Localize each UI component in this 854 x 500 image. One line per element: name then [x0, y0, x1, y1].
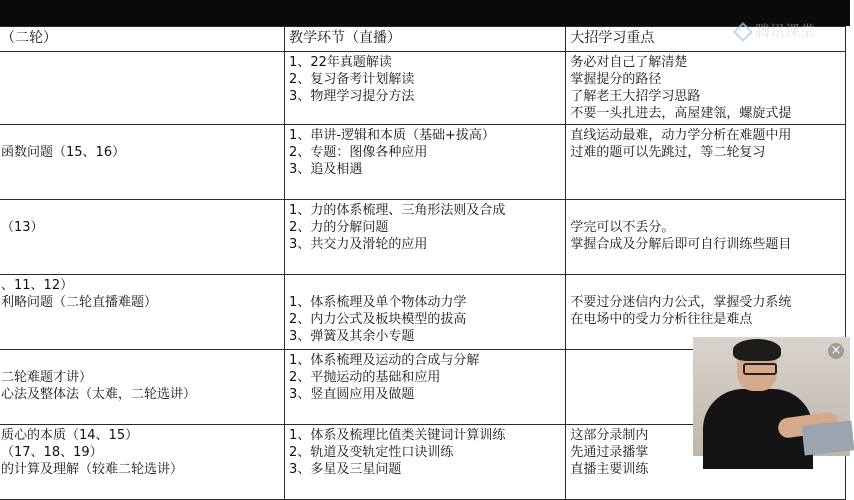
- table-cell-c1[interactable]: [0, 52, 285, 125]
- table-cell-c1[interactable]: [0, 275, 285, 350]
- tencent-classroom-logo-icon: [733, 22, 751, 40]
- writing-tablet: [802, 420, 854, 455]
- cell-line: 掌握合成及分解后即可自行训练些题目: [570, 237, 792, 252]
- cell-line: 1、体系梳理及运动的合成与分解: [289, 353, 480, 368]
- cell-line: [570, 202, 841, 219]
- teacher-video-overlay[interactable]: [693, 337, 850, 456]
- cell-line: 掌握提分的路径: [570, 72, 662, 87]
- cell-line: [570, 277, 841, 294]
- cell-line: [289, 277, 561, 294]
- cell-line: 3、追及相遇: [289, 162, 363, 177]
- cell-line: 这部分录制内: [570, 428, 649, 443]
- cell-line: 务必对自己了解清楚: [570, 55, 688, 70]
- table-cell-c1[interactable]: [0, 425, 285, 500]
- header-col-focus: 大招学习重点: [566, 27, 846, 52]
- cell-line: 1、体系梳理及单个物体动力学: [289, 295, 467, 310]
- table-cell-c2[interactable]: [285, 425, 566, 500]
- cell-line: [1, 127, 280, 144]
- cell-line: 2、内力公式及板块模型的拔高: [289, 312, 467, 327]
- cell-line: 在电场中的受力分析往往是难点: [570, 312, 753, 327]
- cell-line: 2、复习备考计划解读: [289, 72, 415, 87]
- table-cell-c2[interactable]: [285, 200, 566, 275]
- cell-line: 3、弹簧及其余小专题: [289, 329, 415, 344]
- cell-line: 直播主要训练: [570, 462, 649, 477]
- table-cell-c2[interactable]: [285, 52, 566, 125]
- cell-line: 1、体系及梳理比值类关键词计算训练: [289, 428, 506, 443]
- table-cell-c3[interactable]: [566, 200, 846, 275]
- table-cell-c2[interactable]: [285, 350, 566, 425]
- cell-line: 3、共交力及滑轮的应用: [289, 237, 428, 252]
- table-cell-c1[interactable]: [0, 200, 285, 275]
- table-cell-c2[interactable]: [285, 125, 566, 200]
- cell-line: 2、专题：图像各种应用: [289, 145, 428, 160]
- tencent-classroom-watermark: [733, 20, 815, 41]
- cell-line: 直线运动最难，动力学分析在难题中用: [570, 128, 792, 143]
- cell-line: （13）: [1, 220, 44, 235]
- cell-line: 二轮难题才讲）: [1, 370, 93, 385]
- header-col-teaching: 教学环节（直播）: [285, 27, 566, 52]
- cell-line: 函数问题（15、16）: [1, 145, 126, 160]
- cell-line: 3、物理学习提分方法: [289, 89, 415, 104]
- cell-line: 1、串讲-逻辑和本质（基础+拔高）: [289, 128, 495, 143]
- cell-line: 了解老王大招学习思路: [570, 89, 701, 104]
- table-row: [0, 200, 846, 275]
- table-cell-c3[interactable]: [566, 52, 846, 125]
- table-cell-c2[interactable]: [285, 275, 566, 350]
- table-cell-c1[interactable]: [0, 350, 285, 425]
- cell-line: [1, 352, 280, 369]
- close-video-icon[interactable]: ×: [828, 343, 844, 359]
- table-header-row: [0, 27, 846, 52]
- cell-line: 利略问题（二轮直播难题）: [1, 295, 158, 310]
- table-row: [0, 125, 846, 200]
- cell-line: 3、多星及三星问题: [289, 462, 402, 477]
- watermark-text: 腾讯课堂: [755, 22, 816, 40]
- cell-line: 2、平抛运动的基础和应用: [289, 370, 441, 385]
- cell-line: 不要一头扎进去，高屋建瓴，螺旋式提: [570, 106, 792, 121]
- teacher-glasses: [743, 363, 777, 375]
- cell-line: 2、力的分解问题: [289, 220, 389, 235]
- table-row: [0, 52, 846, 125]
- cell-line: 先通过录播掌: [570, 445, 649, 460]
- cell-line: （17、18、19）: [1, 445, 103, 460]
- cell-line: 2、轨道及变轨定性口诀训练: [289, 445, 454, 460]
- cell-line: 1、22年真题解读: [289, 55, 392, 70]
- cell-line: 的计算及理解（较难二轮选讲）: [1, 462, 184, 477]
- table-cell-c1[interactable]: [0, 125, 285, 200]
- cell-line: 学完可以不丢分。: [570, 220, 675, 235]
- table-cell-c3[interactable]: [566, 125, 846, 200]
- teacher-hair: [733, 339, 781, 361]
- cell-line: 3、竖直圆应用及做题: [289, 387, 415, 402]
- cell-line: 心法及整体法（太难，二轮选讲）: [1, 387, 197, 402]
- header-col-stage: （二轮）: [0, 27, 285, 52]
- cell-line: 不要过分迷信内力公式，掌握受力系统: [570, 295, 792, 310]
- cell-line: 1、力的体系梳理、三角形法则及合成: [289, 203, 506, 218]
- cell-line: 质心的本质（14、15）: [1, 428, 139, 443]
- top-black-bar: [0, 0, 850, 26]
- cell-line: 过难的题可以先跳过，等二轮复习: [570, 145, 766, 160]
- cell-line: [1, 202, 280, 219]
- cell-line: 、11、12）: [1, 278, 74, 293]
